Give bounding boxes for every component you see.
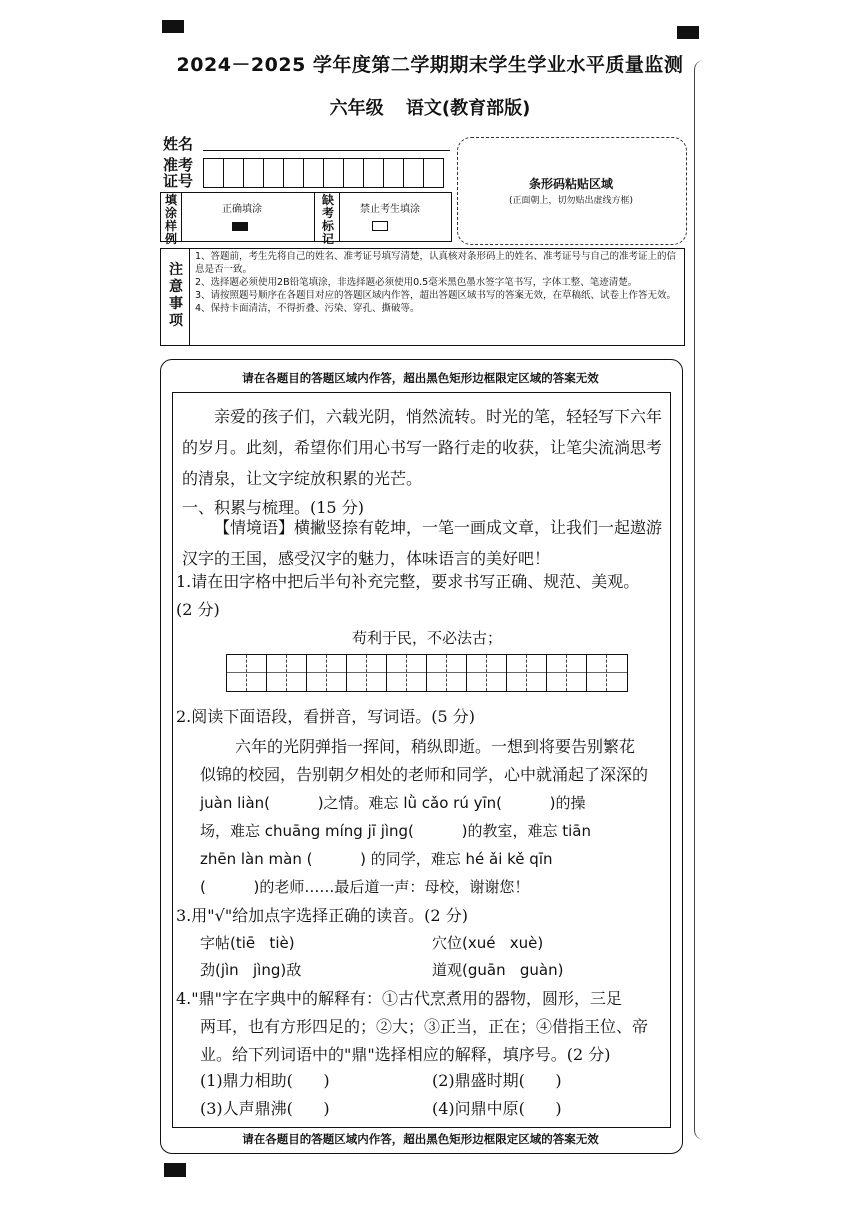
answer-area-warning-top: 请在各题目的答题区域内作答，超出黑色矩形边框限定区域的答案无效	[242, 371, 599, 385]
correct-fill-text: 正确填涂	[222, 204, 262, 215]
q4-line-2: 两耳，也有方形四足的；②大；③正当，正在；④借指王位、帝	[200, 1017, 649, 1036]
exam-title: 2024－2025 学年度第二学期期末学生学业水平质量监测	[176, 54, 684, 76]
q2-line-4: 场，难忘 chuāng míng jī jìng( )的教室，难忘 tiān	[200, 822, 591, 840]
q2-line-2: 似锦的校园，告别朝夕相处的老师和同学，心中就涌起了深深的	[200, 765, 649, 784]
q4-line-1: 4."鼎"字在字典中的解释有：①古代烹煮用的器物，圆形，三足	[176, 989, 622, 1008]
exam-subtitle	[0, 94, 860, 120]
intro-paragraph: 亲爱的孩子们，六载光阴，悄然流转。时光的笔，轻轻写下六年的岁月。此刻，希望你们用心书写一路行走的收获，让笔尖流淌思考的清泉，让文字绽放积累的光芒。	[182, 407, 663, 488]
q3-option-d[interactable]: 道观(guān guàn)	[432, 961, 564, 979]
absent-fill-text: 禁止考生填涂	[360, 204, 420, 215]
q4-option-1[interactable]: (1)鼎力相助( )	[200, 1071, 330, 1090]
q1-points: (2 分)	[176, 600, 220, 619]
q2-title: 2.阅读下面语段，看拼音，写词语。(5 分)	[176, 707, 476, 726]
name-label: 姓名	[163, 135, 194, 153]
q1-writing-grid[interactable]	[226, 654, 628, 692]
q4-option-2[interactable]: (2)鼎盛时期( )	[432, 1071, 562, 1090]
q2-line-3: juàn liàn( )之情。难忘 lǜ cǎo rú yīn( )的操	[200, 794, 586, 812]
absent-mark-label: 缺考标记	[321, 193, 334, 246]
q4-option-4[interactable]: (4)问鼎中原( )	[432, 1099, 562, 1118]
note-item: 3、请按照题号顺序在各题目对应的答题区域内作答，超出答题区域书写的答案无效，在草稿纸、试卷上作答无效。	[195, 290, 677, 301]
q4-line-3: 业。给下列词语中的"鼎"选择相应的解释，填序号。(2 分)	[200, 1045, 611, 1064]
absent-checkbox[interactable]	[372, 221, 388, 231]
situation-paragraph: 【情境语】横撇竖捺有乾坤，一笔一画成文章，让我们一起遨游汉字的王国，感受汉字的魅力，体味语言的美好吧！	[182, 518, 663, 568]
q3-option-c[interactable]: 劲(jìn jìng)敌	[200, 961, 302, 979]
positioning-mark-top-left	[162, 20, 184, 33]
q3-option-a[interactable]: 字帖(tiē tiè)	[200, 934, 295, 952]
notes-label: 注意事项	[169, 262, 183, 329]
positioning-mark-bottom-left	[164, 1163, 186, 1177]
exam-id-label-1: 准考	[163, 156, 194, 174]
q3-title: 3.用"√"给加点字选择正确的读音。(2 分)	[176, 906, 468, 925]
barcode-title: 条形码粘贴区域	[528, 177, 613, 191]
note-item: 1、答题前，考生先将自己的姓名、准考证号填写清楚，认真核对条形码上的姓名、准考证号与自己的准考证上的信息是否一致。	[195, 251, 677, 275]
q2-line-5: zhēn làn màn ( ) 的同学，难忘 hé ǎi kě qīn	[200, 850, 553, 868]
page-edge	[694, 60, 705, 1140]
positioning-mark-top-right	[677, 26, 699, 39]
q2-line-1: 六年的光阴弹指一挥间，稍纵即逝。一想到将要告别繁花	[235, 737, 636, 756]
note-item: 4、保持卡面清洁，不得折叠、污染、穿孔、撕破等。	[195, 303, 420, 314]
name-field[interactable]	[203, 150, 450, 151]
section-one-heading: 一、积累与梳理。(15 分)	[182, 498, 364, 517]
grade-label: 六年级	[329, 98, 384, 119]
fill-sample-label: 填涂样例	[164, 193, 177, 246]
exam-id-grid[interactable]	[203, 158, 444, 188]
q1-prompt: 苟利于民，不必法古；	[352, 629, 503, 647]
note-item: 2、选择题必须使用2B铅笔填涂，非选择题必须使用0.5毫米黑色墨水签字笔书写，字体工整、笔迹清楚。	[195, 277, 638, 288]
correct-fill-example	[232, 222, 248, 231]
notes-list	[195, 250, 680, 315]
q3-option-b[interactable]: 穴位(xué xuè)	[432, 934, 544, 952]
exam-id-label-2: 证号	[163, 172, 194, 190]
subject-label: 语文(教育部版)	[405, 98, 531, 119]
answer-area-warning-bottom: 请在各题目的答题区域内作答，超出黑色矩形边框限定区域的答案无效	[242, 1132, 599, 1146]
barcode-subtitle: (正面朝上，切勿贴出虚线方框)	[508, 196, 634, 206]
q2-line-6: ( )的老师……最后道一声：母校，谢谢您！	[200, 878, 530, 896]
q1-instruction: 1.请在田字格中把后半句补充完整，要求书写正确、规范、美观。	[176, 572, 640, 591]
q4-option-3[interactable]: (3)人声鼎沸( )	[200, 1099, 330, 1118]
